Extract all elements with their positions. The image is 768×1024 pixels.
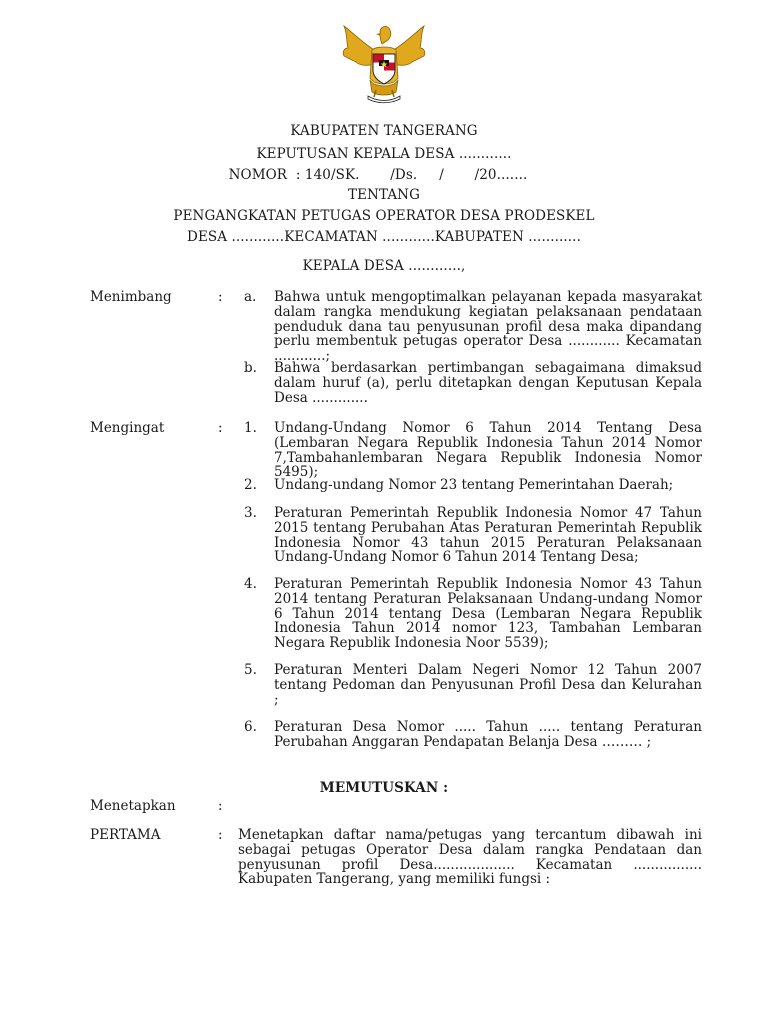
- decree-subject: PENGANGKATAN PETUGAS OPERATOR DESA PRODESKEL: [173, 208, 595, 224]
- mengingat-item-6: Peraturan Desa Nomor ..... Tahun ..... tentang Peraturan Perubahan Anggaran Pendapatan Belanja Desa ……… ;: [274, 719, 702, 750]
- pertama-colon: :: [218, 827, 223, 843]
- decree-number: NOMOR : 140/SK. /Ds. / /20.......: [228, 167, 528, 183]
- mengingat-marker-4: 4.: [244, 576, 257, 592]
- about-label: TENTANG: [348, 187, 420, 203]
- decision-heading: MEMUTUSKAN :: [319, 780, 449, 796]
- garuda-emblem: [338, 22, 430, 104]
- menimbang-item-a: Bahwa untuk mengoptimalkan pelayanan kepada masyarakat dalam rangka mendukung kegiatan pelaksanaan pendataan penduduk dana tau penyusunan profil desa maka dipandang perlu membentuk petugas operator Desa ............ Kecamatan ............;: [274, 289, 702, 365]
- mengingat-marker-6: 6.: [244, 719, 257, 735]
- mengingat-marker-2: 2.: [244, 477, 257, 493]
- regency-title: KABUPATEN TANGERANG: [290, 123, 478, 139]
- mengingat-colon: :: [218, 420, 223, 436]
- decree-title: KEPUTUSAN KEPALA DESA ............: [256, 146, 512, 162]
- menimbang-marker-b: b.: [244, 360, 257, 376]
- mengingat-item-5: Peraturan Menteri Dalam Negeri Nomor 12 Tahun 2007 tentang Pedoman dan Penyusunan Profil Desa dan Kelurahan ;: [274, 662, 702, 708]
- menimbang-colon: :: [218, 289, 223, 305]
- signatory-title: KEPALA DESA ............,: [302, 258, 466, 274]
- mengingat-item-1: Undang-Undang Nomor 6 Tahun 2014 Tentang Desa (Lembaran Negara Republik Indonesia Tahun 2014 Nomor 7,Tambahanlembaran Negara Republik Indonesia Nomor 5495);: [274, 420, 702, 481]
- menetapkan-colon: :: [218, 798, 223, 814]
- mengingat-marker-3: 3.: [244, 505, 257, 521]
- pertama-label: PERTAMA: [90, 827, 161, 843]
- mengingat-item-3: Peraturan Pemerintah Republik Indonesia Nomor 47 Tahun 2015 tentang Perubahan Atas Peraturan Pemerintah Republik Indonesia Nomor 43 tahun 2015 Peraturan Pelaksanaan Undang-Undang Nomor 6 Tahun 2014 Tentang Desa;: [274, 505, 702, 566]
- location-line: DESA ............KECAMATAN ............KABUPATEN ............: [187, 229, 581, 245]
- pertama-text: Menetapkan daftar nama/petugas yang tercantum dibawah ini sebagai petugas Operator Desa dalam rangka Pendataan dan penyusunan profil Desa................... Kecamatan ................ Kabupaten Tangerang, yang memiliki fungsi :: [238, 827, 702, 888]
- mengingat-label: Mengingat: [90, 420, 165, 436]
- mengingat-marker-1: 1.: [244, 420, 257, 436]
- menimbang-label: Menimbang: [90, 289, 172, 305]
- mengingat-item-2: Undang-undang Nomor 23 tentang Pemerintahan Daerah;: [274, 477, 674, 493]
- menetapkan-label: Menetapkan: [90, 798, 176, 814]
- mengingat-marker-5: 5.: [244, 662, 257, 678]
- menimbang-marker-a: a.: [244, 289, 257, 305]
- mengingat-item-4: Peraturan Pemerintah Republik Indonesia Nomor 43 Tahun 2014 tentang Peraturan Pelaksanaan Undang-undang Nomor 6 Tahun 2014 tentang Desa (Lembaran Negara Republik Indonesia Tahun 2014 nomor 123, Tambahan Lembaran Negara Republik Indonesia Noor 5539);: [274, 576, 702, 652]
- menimbang-item-b: Bahwa berdasarkan pertimbangan sebagaimana dimaksud dalam huruf (a), perlu ditetapkan dengan Keputusan Kepala Desa .............: [274, 360, 702, 406]
